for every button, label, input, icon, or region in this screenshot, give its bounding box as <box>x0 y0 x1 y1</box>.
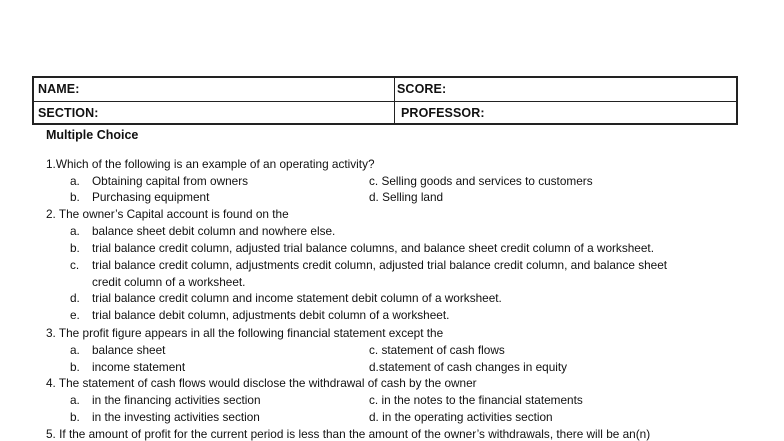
q1-choice-d <box>369 190 443 204</box>
q3-choice-b-letter: b. <box>70 360 80 374</box>
score-field-label: SCORE: <box>397 82 447 96</box>
professor-field-label: PROFESSOR: <box>401 106 485 120</box>
q2-choice-a-letter: a. <box>70 224 80 238</box>
question-3-text: 3. The profit figure appears in all the following financial statement except the <box>46 326 444 340</box>
q1-choice-c-letter: c. <box>369 174 379 188</box>
q1-choice-d-text: Selling land <box>382 190 444 204</box>
q1-choice-b-text: Purchasing equipment <box>92 190 210 204</box>
q3-choice-d-text: statement of cash changes in equity <box>378 360 568 374</box>
q1-choice-d-letter: d. <box>369 190 379 204</box>
q1-choice-a-letter: a. <box>70 174 80 188</box>
q1-choice-c-text: Selling goods and services to customers <box>381 174 593 188</box>
q4-choice-d-letter: d. <box>369 410 379 424</box>
q1-choice-b-letter: b. <box>70 190 80 204</box>
q4-choice-b-letter: b. <box>70 410 80 424</box>
student-info-table <box>32 76 738 125</box>
q2-choice-c-letter: c. <box>70 258 80 272</box>
question-1-text: 1.Which of the following is an example of an operating activity? <box>46 157 375 171</box>
question-2-text: 2. The owner’s Capital account is found on the <box>46 207 289 221</box>
q1-choice-c <box>369 174 593 188</box>
q4-choice-c <box>369 393 583 407</box>
name-field-label: NAME: <box>38 82 80 96</box>
q4-choice-c-letter: c. <box>369 393 379 407</box>
q2-choice-e-letter: e. <box>70 308 80 322</box>
q4-choice-d <box>369 410 553 424</box>
table-divider-horizontal <box>34 101 736 102</box>
q2-choice-b-letter: b. <box>70 241 80 255</box>
q3-choice-b-text: income statement <box>92 360 186 374</box>
q4-choice-d-text: in the operating activities section <box>382 410 553 424</box>
q3-choice-c-letter: c. <box>369 343 379 357</box>
q2-choice-b-text: trial balance credit column, adjusted trial balance columns, and balance sheet credit column of a worksheet. <box>92 241 654 255</box>
q4-choice-c-text: in the notes to the financial statements <box>381 393 583 407</box>
q2-choice-a-text: balance sheet debit column and nowhere else. <box>92 224 336 238</box>
section-field-label: SECTION: <box>38 106 99 120</box>
q3-choice-d-letter: d. <box>369 360 379 374</box>
q3-choice-c <box>369 343 505 357</box>
q2-choice-e-text: trial balance debit column, adjustments debit column of a worksheet. <box>92 308 450 322</box>
question-4-text: 4. The statement of cash flows would disclose the withdrawal of cash by the owner <box>46 376 477 390</box>
section-title: Multiple Choice <box>46 128 139 142</box>
q2-choice-c-text-continued: credit column of a worksheet. <box>92 275 246 289</box>
q2-choice-d-text: trial balance credit column and income statement debit column of a worksheet. <box>92 291 502 305</box>
q4-choice-b-text: in the investing activities section <box>92 410 260 424</box>
question-5-text: 5. If the amount of profit for the current period is less than the amount of the owner’s withdrawals, there will be an(n) <box>46 427 651 441</box>
q1-choice-a-text: Obtaining capital from owners <box>92 174 249 188</box>
q2-choice-c-text: trial balance credit column, adjustments credit column, adjusted trial balance credit column, and balance sheet <box>92 258 668 272</box>
q3-choice-c-text: statement of cash flows <box>381 343 505 357</box>
q3-choice-a-letter: a. <box>70 343 80 357</box>
q2-choice-d-letter: d. <box>70 291 80 305</box>
q4-choice-a-letter: a. <box>70 393 80 407</box>
q4-choice-a-text: in the financing activities section <box>92 393 261 407</box>
q3-choice-d <box>369 360 567 374</box>
q3-choice-a-text: balance sheet <box>92 343 166 357</box>
